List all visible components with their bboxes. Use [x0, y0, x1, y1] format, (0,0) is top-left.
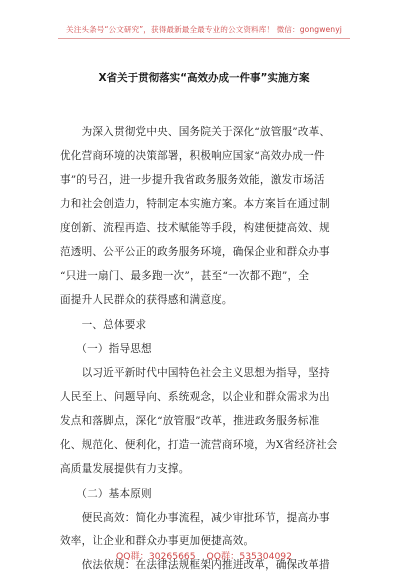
body-line: “只进一扇门、最多跑一次”，甚至“一次都不跑”，全 — [60, 270, 310, 282]
body-line: 面提升人民群众的获得感和满意度。 — [60, 294, 233, 306]
footer-contacts — [0, 548, 408, 562]
footer-qq-group-1: QQ群：30265665 — [116, 551, 196, 562]
subsection-heading: （二）基本原则 — [60, 488, 152, 500]
document-title: X省关于贯彻落实“高效办成一件事”实施方案 — [98, 72, 310, 84]
subsection-heading: （一）指导思想 — [60, 343, 152, 355]
body-line: 化、规范化、便利化，打造一流营商环境，为X省经济社会 — [60, 439, 338, 451]
body-line: 人民至上、问题导向、系统观念，以企业和群众需求为出 — [60, 391, 330, 403]
header-divider — [58, 38, 350, 39]
body-line: 优化营商环境的决策部署，积极响应国家“高效办成一件 — [60, 150, 325, 162]
body-line: 为深入贯彻党中央、国务院关于深化“放管服”改革、 — [60, 126, 331, 138]
body-line: 高质量发展提供有力支撑。 — [60, 463, 190, 475]
section-heading: 一、总体要求 — [60, 319, 147, 331]
header-banner: 关注头条号“公文研究”，获得最新最全最专业的公文资料库！ 微信：gongwenyj — [66, 25, 342, 34]
body-line: 依法依规：在法律法规框架内推进改革，确保改革措 — [60, 559, 330, 571]
body-line: 力和社会创造力，特制定本实施方案。本方案旨在通过制 — [60, 198, 330, 210]
body-line: 效率，让企业和群众办事更加便捷高效。 — [60, 535, 255, 547]
body-line: 以习近平新时代中国特色社会主义思想为指导，坚持 — [60, 367, 330, 379]
footer-qq-group-2: QQ群：535304092 — [206, 551, 292, 562]
body-line: 事”的号召，进一步提升我省政务服务效能，激发市场活 — [60, 174, 325, 186]
body-line: 范透明、公平公正的政务服务环境，确保企业和群众办事 — [60, 246, 330, 258]
body-line: 度创新、流程再造、技术赋能等手段，构建便捷高效、规 — [60, 222, 330, 234]
body-line: 便民高效：简化办事流程，减少审批环节，提高办事 — [60, 512, 330, 524]
body-line: 发点和落脚点，深化“放管服”改革，推进政务服务标准 — [60, 415, 320, 427]
